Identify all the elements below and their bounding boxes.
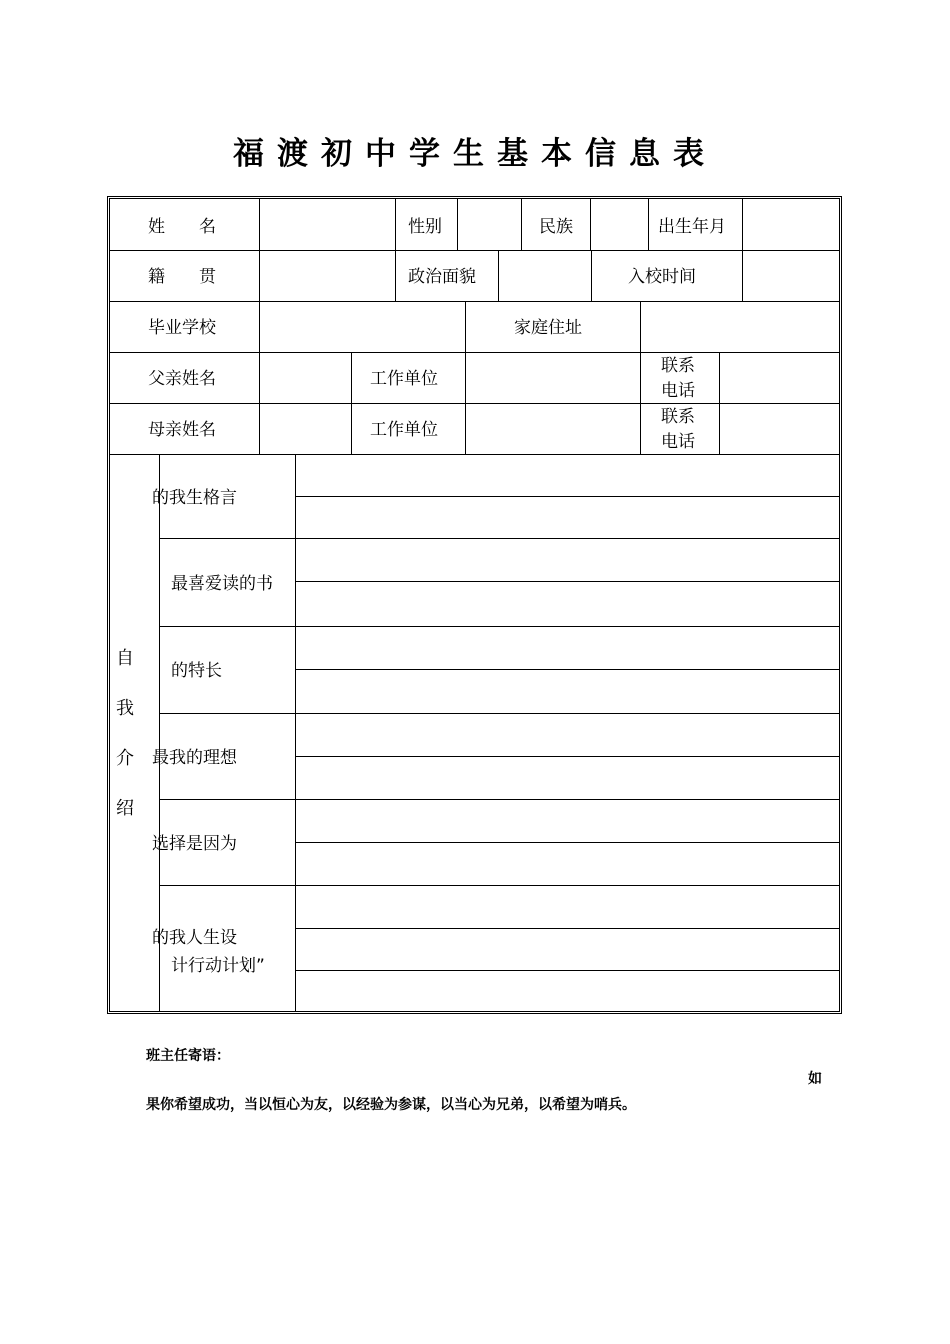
teacher-message-label: 班主任寄语： <box>146 1048 230 1064</box>
col-divider <box>742 250 743 301</box>
col-divider <box>640 352 641 454</box>
writing-line <box>295 581 839 582</box>
name-label: 姓 名 <box>148 217 216 237</box>
col-divider <box>351 352 352 454</box>
row-divider <box>110 454 839 455</box>
row-divider <box>110 301 839 302</box>
col-divider <box>521 199 522 250</box>
col-divider <box>465 301 466 352</box>
writing-line <box>295 496 839 497</box>
writing-line <box>295 842 839 843</box>
gender-label: 性别 <box>408 217 442 237</box>
col-divider <box>465 352 466 454</box>
row-divider <box>159 885 839 886</box>
mother-work-unit-label: 工作单位 <box>370 420 438 440</box>
birth-date-label: 出生年月 <box>658 217 726 237</box>
row-divider <box>159 713 839 714</box>
col-divider <box>719 352 720 454</box>
native-place-label: 籍 贯 <box>148 267 216 287</box>
life-plan-label-line1: 的我人生设 <box>152 928 237 948</box>
self-intro-heading-char: 我 <box>116 698 134 719</box>
writing-line <box>295 928 839 929</box>
col-divider <box>498 250 499 301</box>
specialty-label: 的特长 <box>171 661 222 681</box>
col-divider <box>457 199 458 250</box>
enrollment-date-label: 入校时间 <box>628 267 696 287</box>
col-divider <box>591 250 592 301</box>
row-divider <box>110 250 839 251</box>
row-divider <box>159 799 839 800</box>
col-divider <box>742 199 743 250</box>
page-title: 福渡初中学生基本信息表 <box>233 136 717 172</box>
life-plan-label-line2: 计行动计划” <box>171 956 265 976</box>
row-divider <box>110 403 839 404</box>
col-divider <box>590 199 591 250</box>
row-divider <box>110 352 839 353</box>
ethnicity-label: 民族 <box>539 217 573 237</box>
student-info-table <box>109 198 840 1012</box>
mother-contact-label: 联系 <box>661 407 695 427</box>
teacher-message-line2: 果你希望成功，当以恒心为友，以经验为参谋，以当心为兄弟，以希望为哨兵。 <box>146 1097 636 1113</box>
mother-phone-label: 电话 <box>661 432 695 452</box>
col-divider <box>259 199 260 301</box>
choice-reason-label: 选择是因为 <box>152 834 237 854</box>
self-intro-heading-char: 绍 <box>116 798 134 819</box>
self-intro-heading-char: 自 <box>116 648 134 669</box>
father-work-unit-label: 工作单位 <box>370 369 438 389</box>
ideal-label: 最我的理想 <box>152 748 237 768</box>
col-divider <box>640 301 641 352</box>
father-contact-label: 联系 <box>661 356 695 376</box>
writing-line <box>295 669 839 670</box>
father-name-label: 父亲姓名 <box>148 369 216 389</box>
col-divider <box>648 199 649 250</box>
row-divider <box>159 538 839 539</box>
self-intro-heading-char: 介 <box>116 748 134 769</box>
favorite-book-label: 最喜爱读的书 <box>171 574 273 594</box>
home-address-label: 家庭住址 <box>514 318 582 338</box>
col-divider <box>395 199 396 301</box>
teacher-message-line1: 如 <box>808 1071 822 1087</box>
motto-label: 的我生格言 <box>152 488 237 508</box>
col-divider <box>259 352 260 454</box>
writing-line <box>295 970 839 971</box>
mother-name-label: 母亲姓名 <box>148 420 216 440</box>
col-divider <box>259 301 260 352</box>
row-divider <box>159 626 839 627</box>
political-status-label: 政治面貌 <box>408 267 476 287</box>
writing-line <box>295 756 839 757</box>
father-phone-label: 电话 <box>661 381 695 401</box>
graduated-school-label: 毕业学校 <box>148 318 216 338</box>
